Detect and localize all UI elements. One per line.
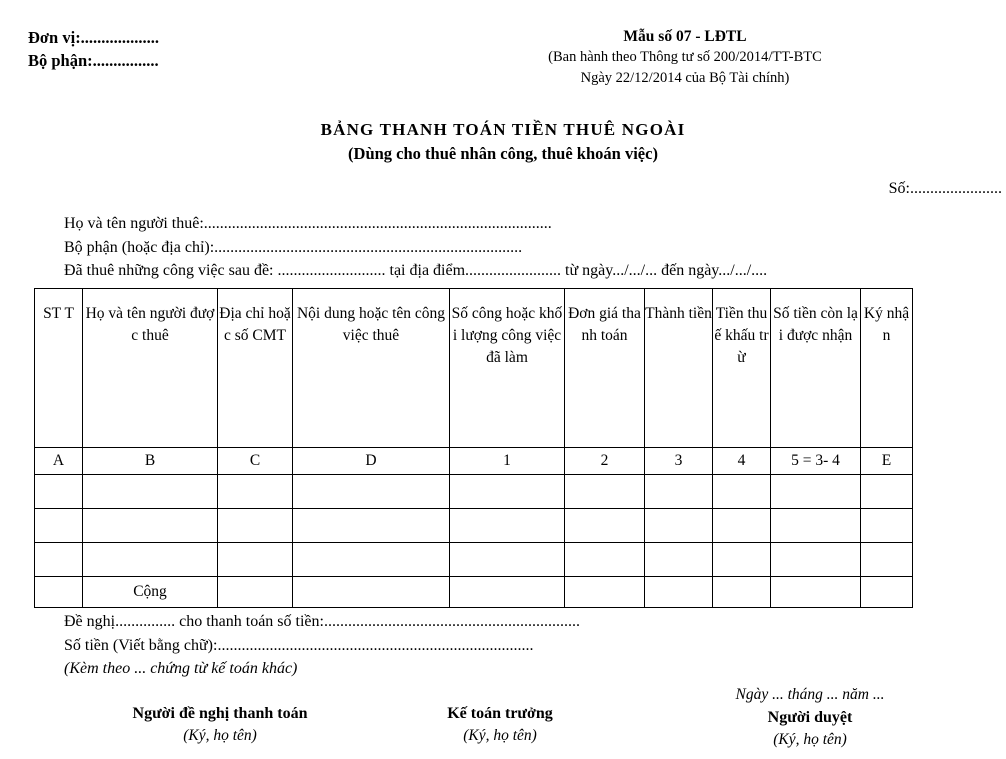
payment-request-line: Đề nghị............... cho thanh toán số tiền:................................................................: [64, 613, 580, 630]
column-header-tax-deducted: Tiền thuế khấu trừ: [713, 289, 771, 448]
total-cell-remaining-amount[interactable]: [771, 577, 861, 608]
total-cell-address-id: [218, 577, 293, 608]
column-code-e: E: [861, 448, 913, 475]
cell-workdays-volume[interactable]: [450, 475, 565, 509]
payment-table: [34, 288, 913, 608]
footer-block: [64, 610, 1004, 681]
column-code-5: 5 = 3- 4: [771, 448, 861, 475]
column-header-employee-name: Họ và tên người được thuê: [83, 289, 218, 448]
column-header-unit-price: Đơn giá thanh toán: [565, 289, 645, 448]
signature-role-approver: Người duyệt: [767, 709, 853, 726]
department-address-line: Bộ phận (hoặc địa chỉ):.............................................................................: [64, 238, 523, 256]
cell-stt[interactable]: [35, 475, 83, 509]
total-cell-work-content: [293, 577, 450, 608]
cell-address-id[interactable]: [218, 509, 293, 543]
info-block: [64, 212, 1004, 283]
cell-workdays-volume[interactable]: [450, 543, 565, 577]
cell-tax-deducted[interactable]: [713, 543, 771, 577]
cell-remaining-amount[interactable]: [771, 543, 861, 577]
signature-hint-approver: (Ký, họ tên): [773, 731, 847, 748]
cell-employee-name[interactable]: [83, 475, 218, 509]
column-header-total-amount: Thành tiền: [645, 289, 713, 448]
cell-work-content[interactable]: [293, 543, 450, 577]
column-header-workdays-volume: Số công hoặc khối lượng công việc đã làm: [450, 289, 565, 448]
form-issued-line-2: Ngày 22/12/2014 của Bộ Tài chính): [580, 70, 790, 86]
signature-block-chief-accountant: [330, 702, 670, 747]
cell-stt[interactable]: [35, 543, 83, 577]
cell-work-content[interactable]: [293, 509, 450, 543]
signature-block-approver: [620, 684, 1000, 751]
column-code-a: A: [35, 448, 83, 475]
cell-signature[interactable]: [861, 543, 913, 577]
total-cell-total-amount[interactable]: [645, 577, 713, 608]
cell-signature[interactable]: [861, 475, 913, 509]
cell-address-id[interactable]: [218, 543, 293, 577]
cell-employee-name[interactable]: [83, 543, 218, 577]
signature-role-chief-accountant: Kế toán trưởng: [447, 705, 553, 722]
document-number-line: Số:.......................: [888, 180, 1002, 197]
cell-unit-price[interactable]: [565, 543, 645, 577]
attachment-note: (Kèm theo ... chứng từ kế toán khác): [64, 660, 298, 677]
total-cell-unit-price[interactable]: [565, 577, 645, 608]
column-code-3: 3: [645, 448, 713, 475]
document-header: [0, 26, 1006, 106]
table-row[interactable]: [35, 509, 913, 543]
table-code-row: [35, 448, 913, 475]
cell-signature[interactable]: [861, 509, 913, 543]
column-code-d: D: [293, 448, 450, 475]
cell-remaining-amount[interactable]: [771, 475, 861, 509]
hirer-name-line: Họ và tên người thuê:.......................................................................................: [64, 215, 552, 232]
page-subtitle: (Dùng cho thuê nhân công, thuê khoán việc): [348, 144, 658, 163]
column-header-work-content: Nội dung hoặc tên công việc thuê: [293, 289, 450, 448]
total-cell-tax-deducted[interactable]: [713, 577, 771, 608]
column-header-address-id: Địa chỉ hoặc số CMT: [218, 289, 293, 448]
cell-total-amount[interactable]: [645, 509, 713, 543]
cell-employee-name[interactable]: [83, 509, 218, 543]
unit-info-block: [28, 26, 159, 72]
column-code-2: 2: [565, 448, 645, 475]
cell-total-amount[interactable]: [645, 475, 713, 509]
signature-role-requester: Người đề nghị thanh toán: [132, 705, 308, 722]
total-label: Cộng: [83, 577, 218, 608]
cell-total-amount[interactable]: [645, 543, 713, 577]
cell-unit-price[interactable]: [565, 509, 645, 543]
amount-in-words-line: Số tiền (Viết bằng chữ):...............................................................................: [64, 636, 534, 654]
column-header-remaining-amount: Số tiền còn lại được nhận: [771, 289, 861, 448]
signature-area: [0, 684, 1006, 759]
form-code-block: [470, 26, 900, 89]
cell-stt[interactable]: [35, 509, 83, 543]
cell-work-content[interactable]: [293, 475, 450, 509]
cell-tax-deducted[interactable]: [713, 475, 771, 509]
page-title: BẢNG THANH TOÁN TIỀN THUÊ NGOÀI: [320, 120, 686, 139]
column-code-b: B: [83, 448, 218, 475]
document-title-block: [0, 118, 1006, 165]
signature-hint-requester: (Ký, họ tên): [183, 727, 257, 744]
table-total-row: [35, 577, 913, 608]
unit-label: Đơn vị:...................: [28, 28, 160, 47]
cell-remaining-amount[interactable]: [771, 509, 861, 543]
table-header-row: [35, 289, 913, 448]
table-row[interactable]: [35, 475, 913, 509]
cell-address-id[interactable]: [218, 475, 293, 509]
column-code-1: 1: [450, 448, 565, 475]
form-code: Mẫu số 07 - LĐTL: [623, 28, 747, 45]
column-code-c: C: [218, 448, 293, 475]
total-cell-stt: [35, 577, 83, 608]
work-description-line: Đã thuê những công việc sau đề: ........................... tại địa điểm........................ từ ngày.../.../... đến ngày.../.../....: [64, 262, 768, 279]
signature-date-line: Ngày ... tháng ... năm ...: [735, 686, 885, 703]
cell-unit-price[interactable]: [565, 475, 645, 509]
signature-hint-chief-accountant: (Ký, họ tên): [463, 727, 537, 744]
cell-workdays-volume[interactable]: [450, 509, 565, 543]
cell-tax-deducted[interactable]: [713, 509, 771, 543]
column-code-4: 4: [713, 448, 771, 475]
table-row[interactable]: [35, 543, 913, 577]
form-issued-line-1: (Ban hành theo Thông tư số 200/2014/TT-BTC: [548, 49, 822, 65]
column-header-signature: Ký nhận: [861, 289, 913, 448]
total-cell-workdays-volume[interactable]: [450, 577, 565, 608]
department-label: Bộ phận:................: [28, 51, 159, 70]
total-cell-signature: [861, 577, 913, 608]
column-header-stt: ST T: [35, 289, 83, 448]
